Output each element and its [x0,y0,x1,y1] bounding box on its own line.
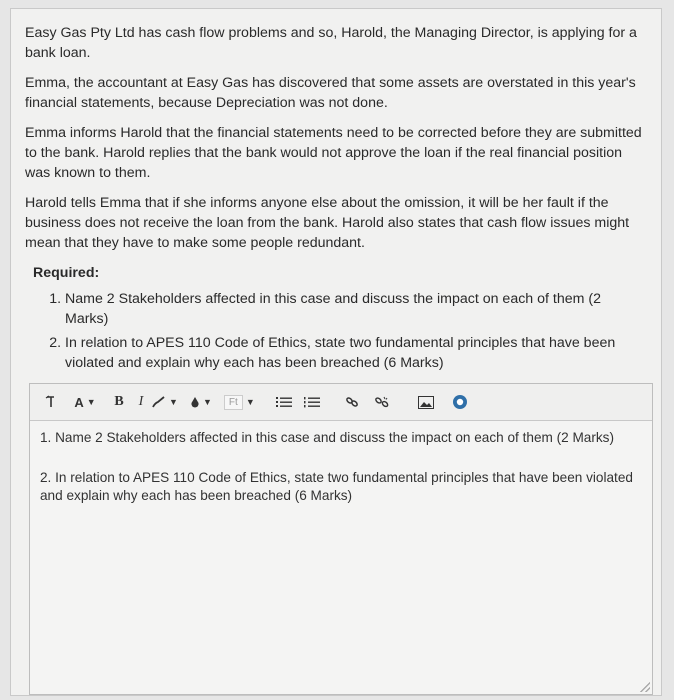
required-heading: Required: [33,265,100,281]
bullet-list-button[interactable] [273,390,295,414]
required-item-1: 1. Name 2 Stakeholders affected in this case and discuss the impact on each of them (2 Marks) [65,289,643,329]
chevron-down-icon: ▼ [245,397,255,407]
font-select[interactable] [224,390,255,414]
brush-button[interactable] [152,390,178,414]
numbered-list-button[interactable] [301,390,323,414]
fill-button[interactable] [190,390,212,414]
unlink-icon [374,396,390,408]
required-list [25,289,643,373]
font-select-label: Ft [224,395,243,410]
italic-button[interactable]: I [138,394,144,409]
paragraph-icon[interactable] [40,390,62,414]
image-icon [418,396,434,409]
link-icon [345,396,359,408]
editor-toolbar [30,384,652,421]
font-color-button[interactable] [74,390,96,414]
bold-button[interactable]: B [114,394,124,409]
chevron-down-icon: ▼ [202,397,212,407]
answer-editor[interactable] [29,383,653,695]
font-color-label: A [74,394,84,410]
question-paragraph-3: Emma informs Harold that the financial statements need to be corrected before they are submitted to the bank. Harold replies that the bank would not approve the loan if the real financial position was known to them. [25,125,642,181]
unlink-button[interactable] [371,390,393,414]
link-button[interactable] [341,390,363,414]
chevron-down-icon: ▼ [86,397,96,407]
drop-icon [190,396,200,408]
resize-handle[interactable] [640,682,650,692]
media-button[interactable] [449,390,471,414]
question-text [25,23,643,377]
question-paragraph-4: Harold tells Emma that if she informs anyone else about the omission, it will be her fault if the business does not receive the loan from the bank. Harold also states that cash flow issues might mean that they have to make some people redundant. [25,195,630,251]
editor-line-2: 2. In relation to APES 110 Code of Ethics, state two fundamental principles that have been violated and explain why each has been breached (6 Marks) [40,470,633,503]
chevron-down-icon: ▼ [169,397,178,407]
question-paragraph-2: Emma, the accountant at Easy Gas has discovered that some assets are overstated in this year's financial statements, because Depreciation was not done. [25,75,636,111]
required-item-2: 2. In relation to APES 110 Code of Ethics, state two fundamental principles that have been violated and explain why each has been breached (6 Marks) [65,333,643,373]
question-card [10,8,662,696]
numbered-list-icon [304,396,320,408]
editor-content[interactable] [30,421,652,535]
brush-icon [152,396,166,408]
bullet-list-icon [276,396,292,408]
editor-line-1: 1. Name 2 Stakeholders affected in this case and discuss the impact on each of them (2 Marks) [40,430,614,445]
media-icon [452,394,468,410]
question-paragraph-1: Easy Gas Pty Ltd has cash flow problems and so, Harold, the Managing Director, is applying for a bank loan. [25,25,637,61]
image-button[interactable] [415,390,437,414]
